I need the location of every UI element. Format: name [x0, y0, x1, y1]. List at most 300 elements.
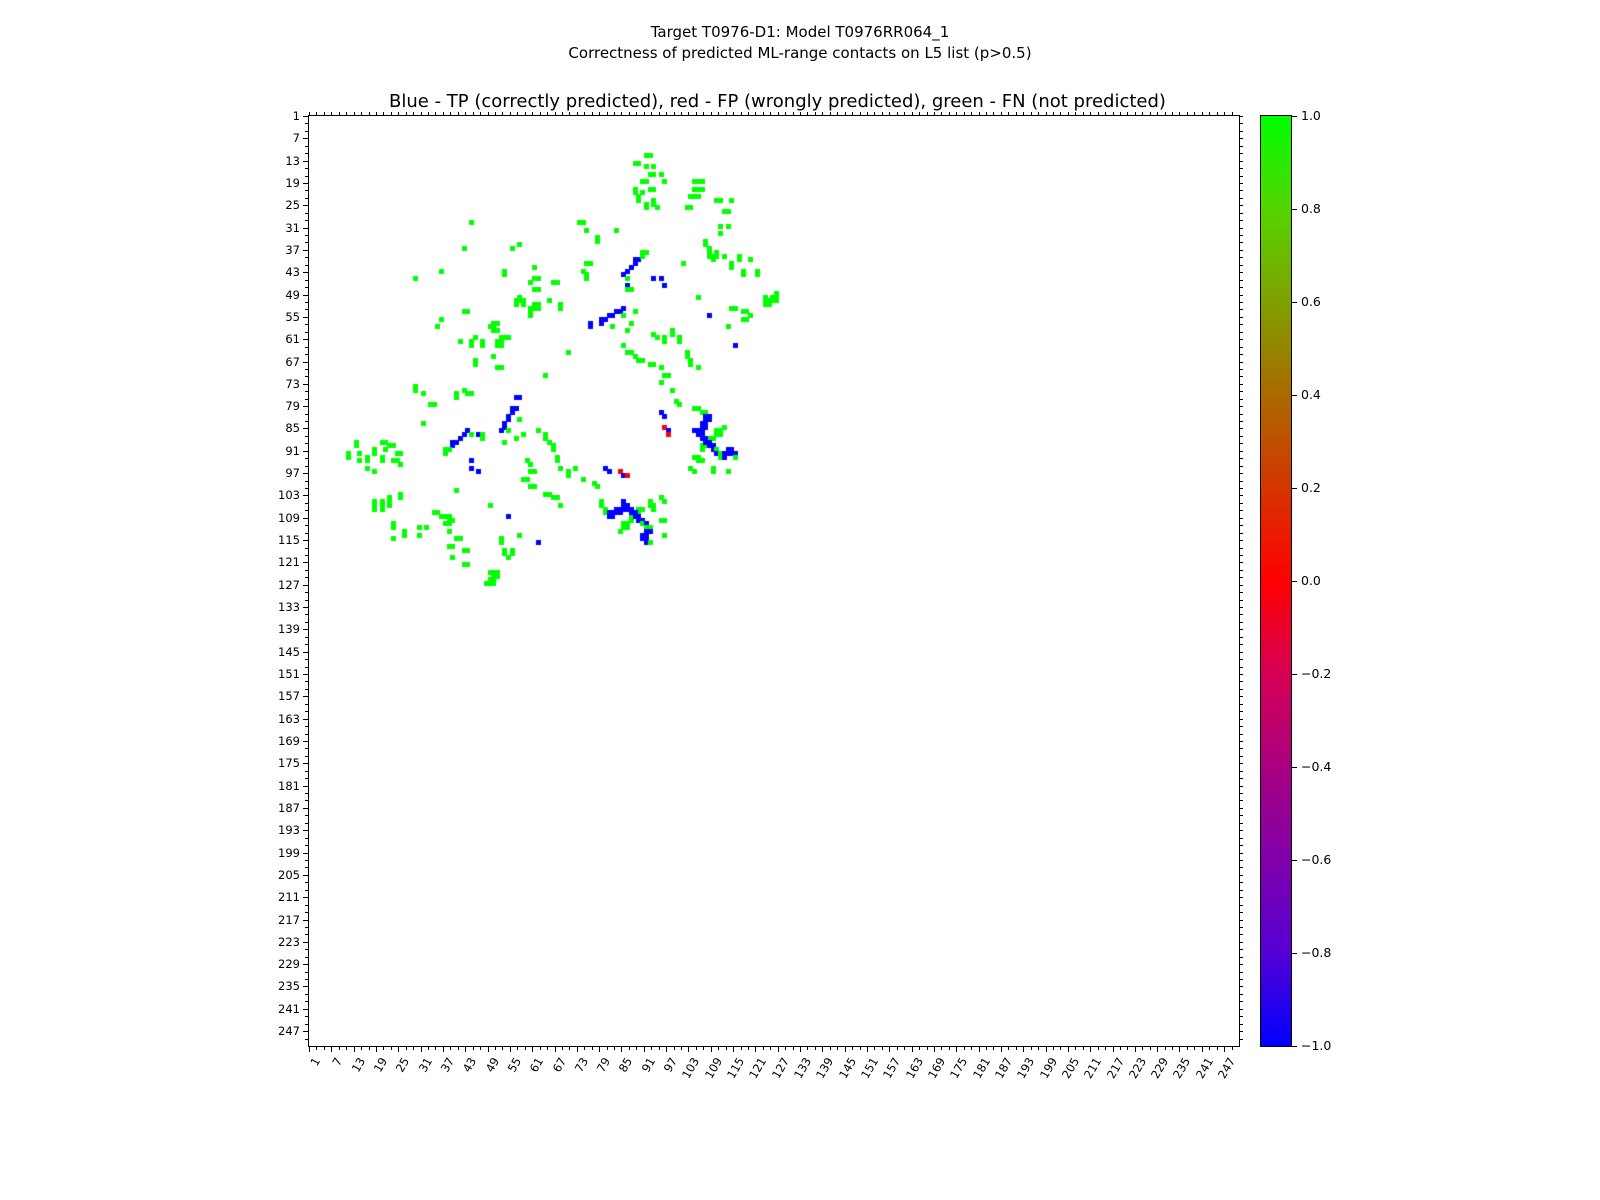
y-axis-minor-tick-right	[1240, 860, 1243, 861]
y-axis-tick-label: 169	[278, 733, 300, 748]
y-axis-minor-tick-right	[1240, 1016, 1243, 1017]
x-axis-minor-tick-top	[398, 112, 399, 115]
y-axis-minor-tick-right	[1240, 838, 1243, 839]
x-axis-minor-tick-top	[1165, 112, 1166, 115]
x-axis-minor-tick-top	[1023, 112, 1024, 115]
x-axis-major-tick	[1202, 1047, 1203, 1052]
x-axis-minor-tick	[450, 1047, 451, 1050]
y-axis-minor-tick	[305, 399, 308, 400]
y-axis-minor-tick	[305, 443, 308, 444]
x-axis-minor-tick	[1194, 1047, 1195, 1050]
x-axis-minor-tick	[346, 1047, 347, 1050]
y-axis-minor-tick	[305, 265, 308, 266]
y-axis-major-tick	[303, 495, 308, 496]
x-axis-minor-tick	[1008, 1047, 1009, 1050]
x-axis-minor-tick	[584, 1047, 585, 1050]
x-axis-minor-tick	[383, 1047, 384, 1050]
y-axis-minor-tick-right	[1240, 146, 1243, 147]
y-axis-tick-label: 151	[278, 667, 300, 681]
y-axis-minor-tick	[305, 235, 308, 236]
y-axis-minor-tick-right	[1240, 734, 1243, 735]
x-axis-major-tick	[421, 1047, 422, 1052]
x-axis-minor-tick-top	[629, 112, 630, 115]
y-axis-minor-tick	[305, 421, 308, 422]
x-axis-minor-tick-top	[480, 112, 481, 115]
x-axis-tick-label: 163	[902, 1055, 926, 1082]
x-axis-minor-tick	[726, 1047, 727, 1050]
x-axis-minor-tick-top	[517, 112, 518, 115]
x-axis-minor-tick-top	[934, 112, 935, 115]
y-axis-minor-tick	[305, 592, 308, 593]
y-axis-minor-tick	[305, 867, 308, 868]
x-axis-minor-tick-top	[1113, 112, 1114, 115]
y-axis-minor-tick	[305, 667, 308, 668]
x-axis-minor-tick	[651, 1047, 652, 1050]
y-axis-minor-tick-right	[1240, 347, 1243, 348]
x-axis-minor-tick	[435, 1047, 436, 1050]
y-axis-minor-tick-right	[1240, 793, 1243, 794]
y-axis-minor-tick-right	[1240, 183, 1243, 184]
y-axis-minor-tick-right	[1240, 458, 1243, 459]
colorbar-tick	[1292, 767, 1297, 768]
y-axis-minor-tick	[305, 637, 308, 638]
x-axis-minor-tick-top	[458, 112, 459, 115]
x-axis-minor-tick-top	[1120, 112, 1121, 115]
x-axis-major-tick	[1179, 1047, 1180, 1052]
y-axis-minor-tick	[305, 525, 308, 526]
y-axis-minor-tick-right	[1240, 681, 1243, 682]
y-axis-minor-tick-right	[1240, 362, 1243, 363]
x-axis-tick-label: 175	[947, 1055, 971, 1082]
x-axis-minor-tick-top	[1060, 112, 1061, 115]
y-axis-major-tick	[303, 339, 308, 340]
y-axis-minor-tick	[305, 198, 308, 199]
y-axis-tick-label: 175	[278, 756, 300, 771]
x-axis-major-tick	[331, 1047, 332, 1052]
x-axis-minor-tick-top	[1090, 112, 1091, 115]
y-axis-minor-tick-right	[1240, 250, 1243, 251]
x-axis-minor-tick-top	[316, 112, 317, 115]
y-axis-major-tick	[303, 272, 308, 273]
y-axis-minor-tick	[305, 466, 308, 467]
x-axis-minor-tick-top	[748, 112, 749, 115]
x-axis-minor-tick	[1031, 1047, 1032, 1050]
x-axis-major-tick	[956, 1047, 957, 1052]
x-axis-minor-tick-top	[532, 112, 533, 115]
y-axis-minor-tick	[305, 771, 308, 772]
y-axis-minor-tick-right	[1240, 927, 1243, 928]
x-axis-tick-label: 13	[348, 1055, 368, 1075]
y-axis-minor-tick	[305, 577, 308, 578]
y-axis-major-tick	[303, 228, 308, 229]
x-axis-minor-tick-top	[1202, 112, 1203, 115]
x-axis-minor-tick-top	[964, 112, 965, 115]
y-axis-minor-tick	[305, 533, 308, 534]
x-axis-minor-tick	[473, 1047, 474, 1050]
y-axis-minor-tick	[305, 838, 308, 839]
y-axis-minor-tick-right	[1240, 220, 1243, 221]
y-axis-minor-tick-right	[1240, 481, 1243, 482]
x-axis-minor-tick	[904, 1047, 905, 1050]
y-axis-minor-tick-right	[1240, 384, 1243, 385]
x-axis-minor-tick-top	[711, 112, 712, 115]
y-axis-minor-tick-right	[1240, 1001, 1243, 1002]
colorbar	[1260, 115, 1292, 1047]
y-axis-minor-tick	[305, 972, 308, 973]
x-axis-minor-tick	[681, 1047, 682, 1050]
x-axis-minor-tick-top	[406, 112, 407, 115]
y-axis-minor-tick	[305, 503, 308, 504]
x-axis-major-tick	[465, 1047, 466, 1052]
y-axis-minor-tick	[305, 1039, 308, 1040]
y-axis-major-tick	[303, 808, 308, 809]
x-axis-minor-tick-top	[1053, 112, 1054, 115]
x-axis-minor-tick	[1127, 1047, 1128, 1050]
x-axis-minor-tick	[860, 1047, 861, 1050]
y-axis-minor-tick	[305, 815, 308, 816]
y-axis-major-tick	[303, 250, 308, 251]
x-axis-minor-tick-top	[1098, 112, 1099, 115]
y-axis-minor-tick-right	[1240, 376, 1243, 377]
x-axis-minor-tick-top	[1209, 112, 1210, 115]
y-axis-minor-tick	[305, 146, 308, 147]
y-axis-major-tick	[303, 830, 308, 831]
x-axis-minor-tick-top	[755, 112, 756, 115]
y-axis-minor-tick-right	[1240, 272, 1243, 273]
y-axis-minor-tick-right	[1240, 674, 1243, 675]
y-axis-minor-tick-right	[1240, 704, 1243, 705]
y-axis-major-tick	[303, 741, 308, 742]
x-axis-minor-tick-top	[324, 112, 325, 115]
x-axis-minor-tick-top	[733, 112, 734, 115]
x-axis-minor-tick-top	[525, 112, 526, 115]
y-axis-major-tick	[303, 897, 308, 898]
x-axis-minor-tick	[1187, 1047, 1188, 1050]
y-axis-minor-tick-right	[1240, 771, 1243, 772]
y-axis-minor-tick-right	[1240, 808, 1243, 809]
x-axis-minor-tick-top	[912, 112, 913, 115]
y-axis-tick-label: 103	[278, 488, 300, 503]
x-axis-minor-tick	[614, 1047, 615, 1050]
x-axis-minor-tick	[629, 1047, 630, 1050]
x-axis-minor-tick-top	[800, 112, 801, 115]
x-axis-major-tick	[845, 1047, 846, 1052]
y-axis-minor-tick-right	[1240, 302, 1243, 303]
y-axis-major-tick	[303, 607, 308, 608]
y-axis-minor-tick-right	[1240, 867, 1243, 868]
x-axis-major-tick	[912, 1047, 913, 1052]
y-axis-tick-label: 31	[285, 220, 300, 235]
x-axis-tick-label: 181	[969, 1055, 993, 1082]
x-axis-minor-tick	[949, 1047, 950, 1050]
x-axis-tick-label: 37	[437, 1055, 458, 1075]
x-axis-tick-label: 109	[701, 1055, 725, 1082]
chart-title-line2: Correctness of predicted ML-range contacts on L5 list (p>0.5)	[568, 44, 1032, 62]
x-axis-minor-tick-top	[1031, 112, 1032, 115]
y-axis-minor-tick-right	[1240, 1031, 1243, 1032]
y-axis-minor-tick	[305, 979, 308, 980]
x-axis-minor-tick	[391, 1047, 392, 1050]
y-axis-minor-tick-right	[1240, 875, 1243, 876]
x-axis-major-tick	[800, 1047, 801, 1052]
colorbar-tick	[1292, 302, 1297, 303]
x-axis-major-tick	[309, 1047, 310, 1052]
y-axis-minor-tick	[305, 934, 308, 935]
y-axis-major-tick	[303, 451, 308, 452]
y-axis-major-tick	[303, 763, 308, 764]
y-axis-minor-tick-right	[1240, 399, 1243, 400]
y-axis-minor-tick-right	[1240, 994, 1243, 995]
y-axis-minor-tick	[305, 555, 308, 556]
x-axis-tick-label: 31	[415, 1055, 435, 1075]
y-axis-minor-tick	[305, 376, 308, 377]
x-axis-minor-tick	[971, 1047, 972, 1050]
y-axis-minor-tick-right	[1240, 622, 1243, 623]
y-axis-minor-tick-right	[1240, 986, 1243, 987]
colorbar-tick-label: −0.4	[1301, 759, 1332, 774]
y-axis-minor-tick-right	[1240, 979, 1243, 980]
x-axis-minor-tick-top	[584, 112, 585, 115]
y-axis-minor-tick-right	[1240, 830, 1243, 831]
x-axis-major-tick	[1023, 1047, 1024, 1052]
x-axis-minor-tick-top	[830, 112, 831, 115]
x-axis-minor-tick	[361, 1047, 362, 1050]
x-axis-minor-tick	[897, 1047, 898, 1050]
colorbar-tick-label: 0.6	[1301, 294, 1321, 309]
x-axis-minor-tick-top	[860, 112, 861, 115]
x-axis-major-tick	[1113, 1047, 1114, 1052]
x-axis-minor-tick	[793, 1047, 794, 1050]
y-axis-tick-label: 37	[285, 242, 300, 257]
y-axis-minor-tick	[305, 949, 308, 950]
colorbar-tick	[1292, 209, 1297, 210]
y-axis-minor-tick-right	[1240, 890, 1243, 891]
y-axis-tick-label: 73	[285, 376, 300, 391]
y-axis-minor-tick-right	[1240, 577, 1243, 578]
x-axis-minor-tick-top	[904, 112, 905, 115]
colorbar-tick-label: 0.2	[1301, 480, 1321, 495]
x-axis-major-tick	[1135, 1047, 1136, 1052]
y-axis-minor-tick	[305, 644, 308, 645]
x-axis-minor-tick-top	[763, 112, 764, 115]
y-axis-minor-tick	[305, 213, 308, 214]
y-axis-minor-tick-right	[1240, 711, 1243, 712]
y-axis-minor-tick-right	[1240, 726, 1243, 727]
y-axis-minor-tick	[305, 689, 308, 690]
x-axis-minor-tick-top	[949, 112, 950, 115]
y-axis-minor-tick-right	[1240, 644, 1243, 645]
y-axis-minor-tick	[305, 726, 308, 727]
colorbar-tick-label: 0.0	[1301, 573, 1321, 588]
y-axis-tick-label: 217	[278, 912, 300, 927]
x-axis-minor-tick	[1209, 1047, 1210, 1050]
contact-map-plot-area	[308, 115, 1240, 1047]
x-axis-minor-tick-top	[889, 112, 890, 115]
x-axis-minor-tick-top	[443, 112, 444, 115]
y-axis-tick-label: 121	[278, 555, 300, 570]
y-axis-major-tick	[303, 384, 308, 385]
x-axis-major-tick	[532, 1047, 533, 1052]
x-axis-tick-label: 43	[459, 1055, 480, 1075]
x-axis-minor-tick	[830, 1047, 831, 1050]
y-axis-minor-tick-right	[1240, 920, 1243, 921]
x-axis-minor-tick	[874, 1047, 875, 1050]
y-axis-minor-tick	[305, 324, 308, 325]
x-axis-minor-tick	[748, 1047, 749, 1050]
y-axis-major-tick	[303, 428, 308, 429]
chart-title-block	[0, 22, 1600, 64]
x-axis-major-tick	[733, 1047, 734, 1052]
x-axis-minor-tick	[413, 1047, 414, 1050]
y-axis-minor-tick	[305, 354, 308, 355]
y-axis-tick-label: 157	[278, 689, 300, 704]
y-axis-major-tick	[303, 473, 308, 474]
x-axis-minor-tick-top	[845, 112, 846, 115]
y-axis-minor-tick	[305, 882, 308, 883]
x-axis-minor-tick	[882, 1047, 883, 1050]
x-axis-minor-tick	[1016, 1047, 1017, 1050]
x-axis-minor-tick-top	[807, 112, 808, 115]
colorbar-tick	[1292, 953, 1297, 954]
y-axis-minor-tick	[305, 800, 308, 801]
y-axis-tick-label: 49	[285, 287, 300, 302]
x-axis-minor-tick-top	[495, 112, 496, 115]
x-axis-tick-label: 103	[679, 1055, 703, 1082]
x-axis-minor-tick-top	[614, 112, 615, 115]
y-axis-minor-tick-right	[1240, 957, 1243, 958]
y-axis-major-tick	[303, 585, 308, 586]
x-axis-minor-tick-top	[1150, 112, 1151, 115]
x-axis-major-tick	[889, 1047, 890, 1052]
x-axis-tick-label: 145	[835, 1055, 859, 1082]
x-axis-tick-label: 241	[1192, 1055, 1216, 1082]
x-axis-minor-tick-top	[1075, 112, 1076, 115]
colorbar-tick-label: 1.0	[1301, 108, 1321, 123]
y-axis-tick-label: 235	[278, 979, 300, 994]
x-axis-minor-tick-top	[1217, 112, 1218, 115]
x-axis-minor-tick-top	[793, 112, 794, 115]
y-axis-tick-label: 97	[285, 466, 300, 481]
x-axis-major-tick	[711, 1047, 712, 1052]
x-axis-minor-tick-top	[562, 112, 563, 115]
x-axis-minor-tick-top	[956, 112, 957, 115]
x-axis-minor-tick	[718, 1047, 719, 1050]
y-axis-minor-tick	[305, 704, 308, 705]
y-axis-tick-label: 109	[278, 510, 300, 525]
y-axis-major-tick	[303, 942, 308, 943]
x-axis-minor-tick	[1232, 1047, 1233, 1050]
x-axis-major-tick	[644, 1047, 645, 1052]
colorbar-tick	[1292, 674, 1297, 675]
x-axis-minor-tick-top	[547, 112, 548, 115]
x-axis-minor-tick-top	[592, 112, 593, 115]
x-axis-minor-tick-top	[473, 112, 474, 115]
y-axis-minor-tick-right	[1240, 555, 1243, 556]
y-axis-minor-tick	[305, 756, 308, 757]
x-axis-minor-tick	[428, 1047, 429, 1050]
y-axis-tick-label: 139	[278, 622, 300, 637]
y-axis-minor-tick	[305, 927, 308, 928]
y-axis-minor-tick-right	[1240, 414, 1243, 415]
y-axis-tick-label: 241	[278, 1001, 300, 1016]
x-axis-tick-label: 205	[1058, 1055, 1082, 1082]
y-axis-major-tick	[303, 986, 308, 987]
x-axis-minor-tick	[964, 1047, 965, 1050]
x-axis-minor-tick	[406, 1047, 407, 1050]
x-axis-minor-tick	[636, 1047, 637, 1050]
y-axis-minor-tick-right	[1240, 845, 1243, 846]
y-axis-minor-tick-right	[1240, 138, 1243, 139]
x-axis-minor-tick-top	[1172, 112, 1173, 115]
x-axis-tick-label: 229	[1148, 1055, 1172, 1082]
x-axis-minor-tick-top	[986, 112, 987, 115]
x-axis-major-tick	[867, 1047, 868, 1052]
x-axis-minor-tick-top	[502, 112, 503, 115]
y-axis-minor-tick-right	[1240, 153, 1243, 154]
x-axis-minor-tick-top	[941, 112, 942, 115]
colorbar-tick-label: 0.8	[1301, 201, 1321, 216]
y-axis-minor-tick	[305, 332, 308, 333]
x-axis-minor-tick	[562, 1047, 563, 1050]
y-axis-minor-tick	[305, 168, 308, 169]
x-axis-minor-tick	[540, 1047, 541, 1050]
x-axis-minor-tick-top	[450, 112, 451, 115]
y-axis-minor-tick	[305, 458, 308, 459]
y-axis-minor-tick	[305, 823, 308, 824]
x-axis-major-tick	[354, 1047, 355, 1052]
x-axis-minor-tick-top	[674, 112, 675, 115]
x-axis-major-tick	[934, 1047, 935, 1052]
y-axis-major-tick	[303, 540, 308, 541]
y-axis-minor-tick-right	[1240, 369, 1243, 370]
y-axis-minor-tick-right	[1240, 510, 1243, 511]
y-axis-minor-tick-right	[1240, 592, 1243, 593]
x-axis-minor-tick-top	[1105, 112, 1106, 115]
x-axis-minor-tick	[993, 1047, 994, 1050]
x-axis-minor-tick-top	[309, 112, 310, 115]
x-axis-tick-label: 169	[924, 1055, 949, 1082]
x-axis-minor-tick-top	[718, 112, 719, 115]
y-axis-tick-label: 127	[278, 577, 300, 592]
y-axis-minor-tick	[305, 845, 308, 846]
x-axis-minor-tick-top	[331, 112, 332, 115]
x-axis-minor-tick	[480, 1047, 481, 1050]
x-axis-minor-tick-top	[354, 112, 355, 115]
y-axis-minor-tick	[305, 734, 308, 735]
y-axis-major-tick	[303, 786, 308, 787]
y-axis-major-tick	[303, 362, 308, 363]
x-axis-major-tick	[488, 1047, 489, 1052]
y-axis-minor-tick-right	[1240, 339, 1243, 340]
chart-legend-caption: Blue - TP (correctly predicted), red - FP (wrongly predicted), green - FN (not predicted)	[389, 91, 1166, 112]
x-axis-minor-tick-top	[1135, 112, 1136, 115]
x-axis-major-tick	[1224, 1047, 1225, 1052]
x-axis-minor-tick	[1098, 1047, 1099, 1050]
x-axis-major-tick	[577, 1047, 578, 1052]
x-axis-minor-tick-top	[413, 112, 414, 115]
y-axis-tick-label: 211	[278, 890, 300, 905]
x-axis-tick-label: 223	[1125, 1055, 1149, 1082]
y-axis-minor-tick-right	[1240, 161, 1243, 162]
x-axis-major-tick	[510, 1047, 511, 1052]
y-axis-minor-tick	[305, 778, 308, 779]
x-axis-minor-tick-top	[488, 112, 489, 115]
y-axis-minor-tick	[305, 257, 308, 258]
x-axis-minor-tick-top	[770, 112, 771, 115]
x-axis-minor-tick-top	[383, 112, 384, 115]
y-axis-minor-tick	[305, 242, 308, 243]
x-axis-minor-tick	[1172, 1047, 1173, 1050]
